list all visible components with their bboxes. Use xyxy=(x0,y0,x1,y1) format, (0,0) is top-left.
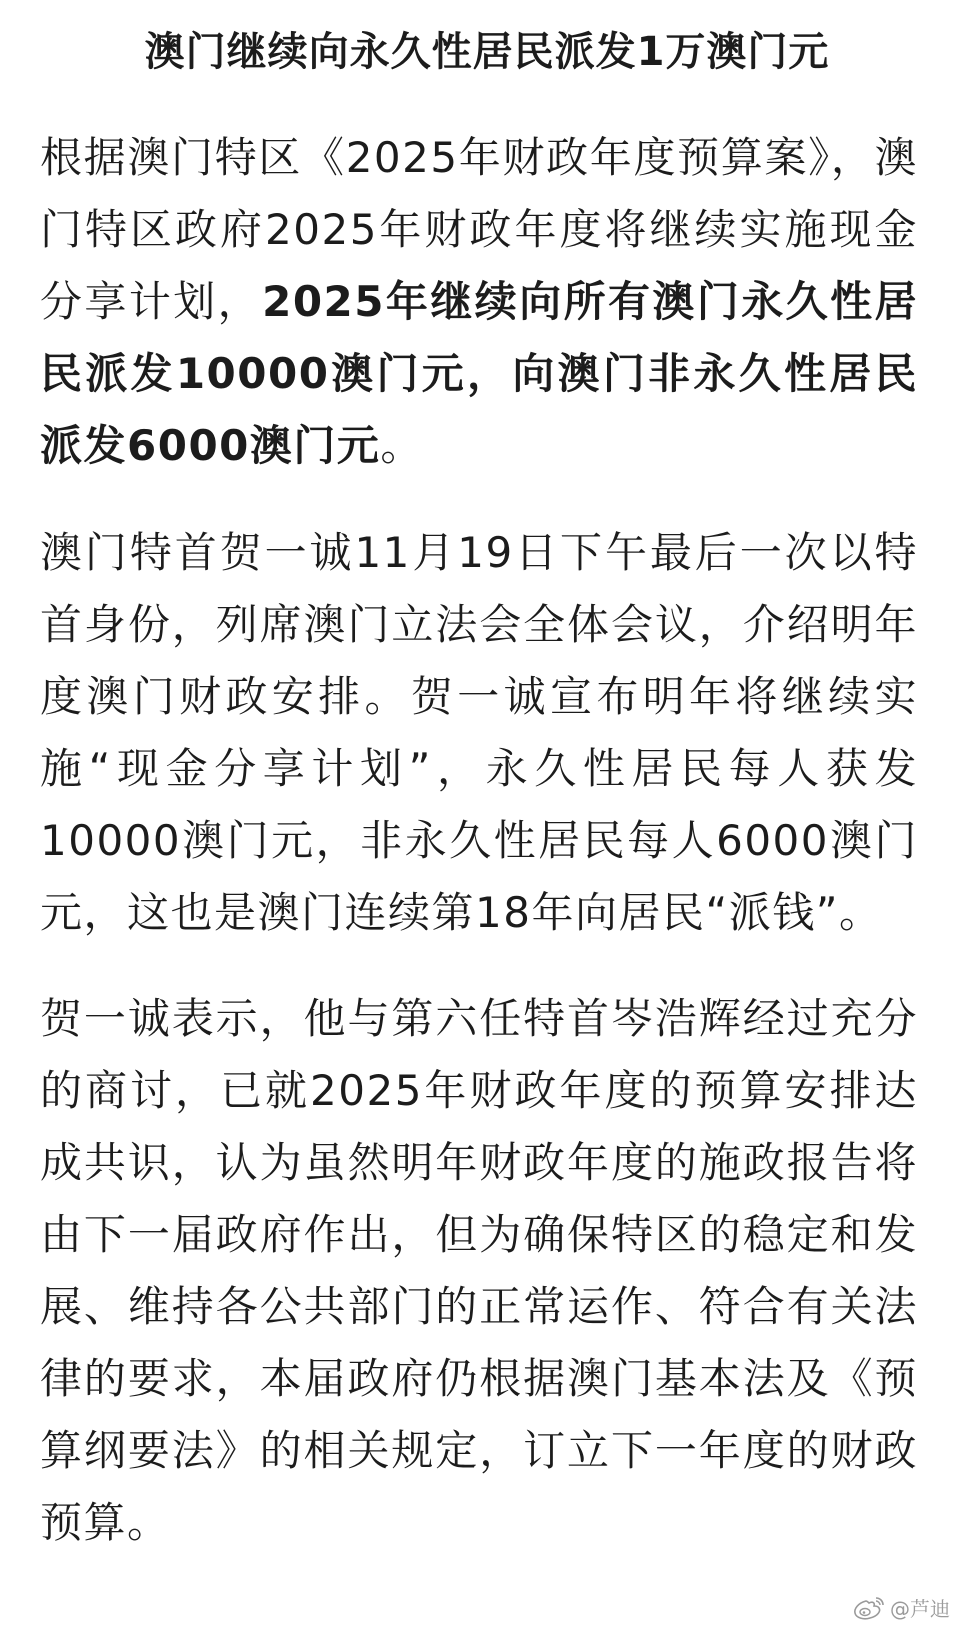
paragraph-1 xyxy=(40,122,918,482)
paragraph-2: 澳门特首贺一诚11月19日下午最后一次以特首身份，列席澳门立法会全体会议，介绍明年度澳门财政安排。贺一诚宣布明年将继续实施“现金分享计划”，永久性居民每人获发10000澳门元，非永久性居民每人6000澳门元，这也是澳门连续第18年向居民“派钱”。 xyxy=(40,528,918,937)
paragraph-1-intro: 根据澳门特区《2025年财政年度预算案》，澳门特区政府2025年财政年度将继续实施现金分享计划， xyxy=(40,133,918,326)
paragraph-1-end: 。 xyxy=(380,421,424,470)
watermark-text: @芦迪 xyxy=(890,1597,950,1621)
weibo-logo-icon xyxy=(852,1595,886,1621)
article-title: 澳门继续向永久性居民派发1万澳门元 xyxy=(144,29,830,75)
watermark xyxy=(852,1593,950,1622)
paragraph-3: 贺一诚表示，他与第六任特首岑浩辉经过充分的商讨，已就2025年财政年度的预算安排达成共识，认为虽然明年财政年度的施政报告将由下一届政府作出，但为确保特区的稳定和发展、维持各公共部门的正常运作、符合有关法律的要求，本届政府仍根据澳门基本法及《预算纲要法》的相关规定，订立下一年度的财政预算。 xyxy=(40,994,918,1547)
paragraph-1-highlight: 2025年继续向所有澳门永久性居民派发10000澳门元，向澳门非永久性居民派发6000澳门元 xyxy=(40,277,918,470)
